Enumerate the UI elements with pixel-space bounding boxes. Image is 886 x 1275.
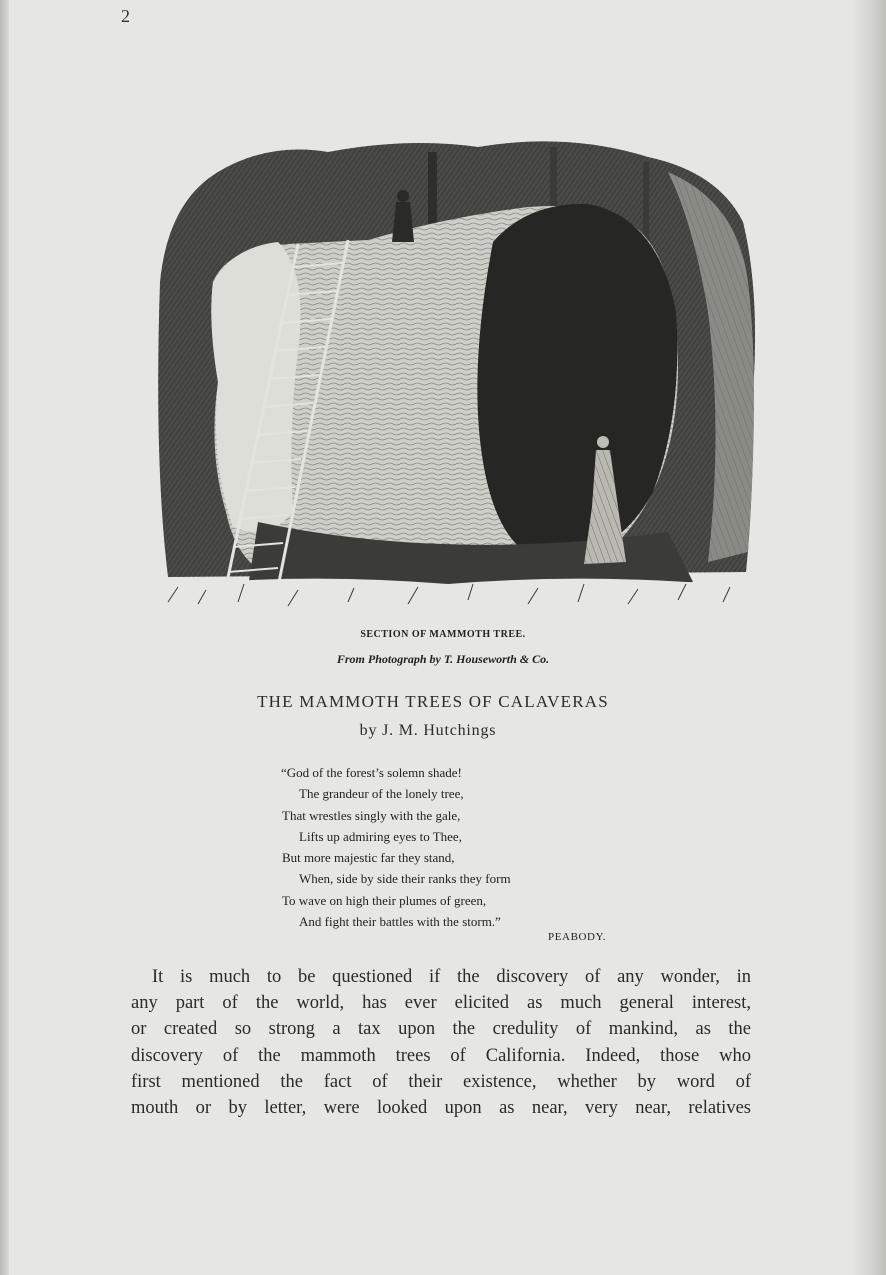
body-line: mouth or by letter, were looked upon as near, very near, relatives — [131, 1098, 751, 1119]
body-line: It is much to be questioned if the discovery of any wonder, in — [152, 967, 751, 987]
article-byline: by J. M. Hutchings — [359, 722, 497, 739]
poem-attribution: PEABODY. — [548, 931, 607, 943]
poem-line: To wave on high their plumes of green, — [282, 892, 487, 908]
epigraph-poem — [282, 762, 622, 932]
body-line: any part of the world, has ever elicited as much general interest, — [131, 993, 751, 1014]
body-line: discovery of the mammoth trees of California. Indeed, those who — [131, 1045, 751, 1066]
poem-line: Lifts up admiring eyes to Thee, — [299, 828, 462, 844]
poem-line: The grandeur of the lonely tree, — [299, 786, 464, 802]
poem-line: But more majestic far they stand, — [282, 850, 455, 866]
illustration-caption-credit: From Photograph by T. Houseworth & Co. — [336, 652, 550, 666]
poem-line: That wrestles singly with the gale, — [282, 807, 461, 823]
body-line: or created so strong a tax upon the credulity of mankind, as the — [131, 1019, 751, 1040]
poem-line: And fight their battles with the storm.” — [299, 914, 501, 930]
body-line: first mentioned the fact of their existence, whether by word of — [131, 1071, 751, 1092]
article-title: THE MAMMOTH TREES OF CALAVERAS — [257, 692, 609, 711]
body-paragraph — [131, 964, 751, 1121]
poem-line: When, side by side their ranks they form — [299, 871, 511, 887]
mammoth-tree-engraving — [148, 132, 760, 627]
illustration-caption-title: SECTION OF MAMMOTH TREE. — [360, 629, 526, 640]
poem-line: “God of the forest’s solemn shade! — [281, 765, 462, 780]
page-number: 2 — [121, 6, 130, 26]
